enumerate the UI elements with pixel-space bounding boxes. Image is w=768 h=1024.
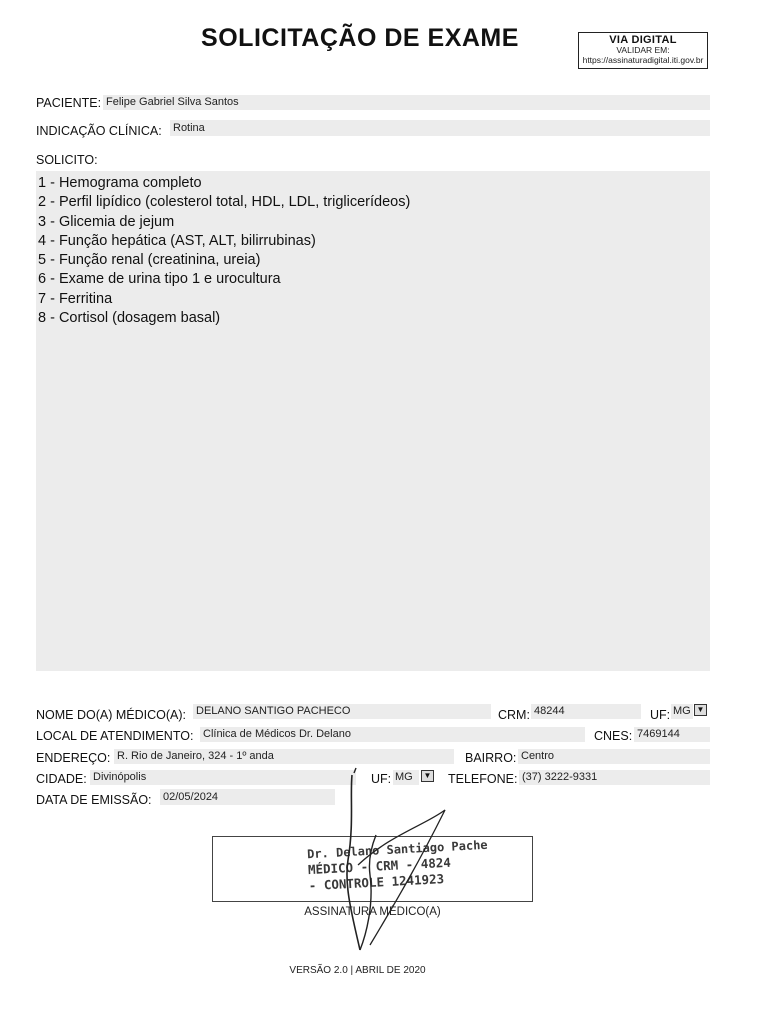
chevron-down-icon[interactable]: ▼ <box>694 704 707 716</box>
stamp-line: - CONTROLE 1241923 <box>308 871 445 894</box>
phone-label: TELEFONE: <box>448 772 518 786</box>
city-uf-select[interactable]: MG <box>393 770 419 785</box>
indication-label: INDICAÇÃO CLÍNICA: <box>36 124 162 138</box>
exam-item: 4 - Função hepática (AST, ALT, bilirrubinas) <box>38 232 316 249</box>
exam-item: 6 - Exame de urina tipo 1 e urocultura <box>38 271 281 288</box>
exam-item: 5 - Função renal (creatinina, ureia) <box>38 252 261 269</box>
issue-date-label: DATA DE EMISSÃO: <box>36 793 152 807</box>
request-label: SOLICITO: <box>36 153 98 167</box>
doctor-name-field[interactable]: DELANO SANTIGO PACHECO <box>193 704 491 719</box>
address-label: ENDEREÇO: <box>36 751 111 765</box>
chevron-down-icon[interactable]: ▼ <box>421 770 434 782</box>
exam-item: 1 - Hemograma completo <box>38 175 202 191</box>
request-field[interactable] <box>36 171 710 671</box>
exam-item: 2 - Perfil lipídico (colesterol total, HDL, LDL, triglicerídeos) <box>38 194 411 211</box>
patient-field[interactable]: Felipe Gabriel Silva Santos <box>103 95 710 110</box>
exam-item: 7 - Ferritina <box>38 290 113 307</box>
digital-copy-box <box>578 32 708 69</box>
crm-label: CRM: <box>498 708 530 722</box>
bairro-label: BAIRRO: <box>465 751 517 765</box>
via-digital-title: VIA DIGITAL <box>609 34 677 46</box>
bairro-field[interactable]: Centro <box>518 749 710 764</box>
address-field[interactable]: R. Rio de Janeiro, 324 - 1º anda <box>114 749 454 764</box>
indication-field[interactable]: Rotina <box>170 120 710 136</box>
doctor-uf-label: UF: <box>650 708 671 722</box>
local-label: LOCAL DE ATENDIMENTO: <box>36 729 194 743</box>
via-validate-label: VALIDAR EM: <box>616 45 670 55</box>
city-uf-label: UF: <box>371 772 392 786</box>
issue-date-field[interactable]: 02/05/2024 <box>160 789 335 805</box>
cnes-field[interactable]: 7469144 <box>634 727 710 742</box>
handwritten-signature-icon <box>330 765 450 965</box>
version-footer: VERSÃO 2.0 | ABRIL DE 2020 <box>289 965 426 976</box>
local-field[interactable]: Clínica de Médicos Dr. Delano <box>200 727 585 742</box>
city-label: CIDADE: <box>36 772 87 786</box>
page-title: SOLICITAÇÃO DE EXAME <box>201 24 519 52</box>
stamp-line: MÉDICO - CRM - 4824 <box>307 854 452 878</box>
exam-item: 3 - Glicemia de jejum <box>38 213 175 230</box>
crm-field[interactable]: 48244 <box>531 704 641 719</box>
signature-label: ASSINATURA MÉDICO(A) <box>304 906 441 918</box>
city-field[interactable]: Divinópolis <box>90 770 356 785</box>
exam-item: 8 - Cortisol (dosagem basal) <box>38 310 221 327</box>
doctor-uf-select[interactable]: MG <box>671 704 693 719</box>
via-url[interactable]: https://assinaturadigital.iti.gov.br <box>582 55 704 65</box>
patient-label: PACIENTE: <box>36 96 102 110</box>
cnes-label: CNES: <box>594 729 633 743</box>
stamp-line: Dr. Delano Santiago Pache <box>306 837 488 862</box>
phone-field[interactable]: (37) 3222-9331 <box>519 770 710 785</box>
doctor-name-label: NOME DO(A) MÉDICO(A): <box>36 708 186 722</box>
